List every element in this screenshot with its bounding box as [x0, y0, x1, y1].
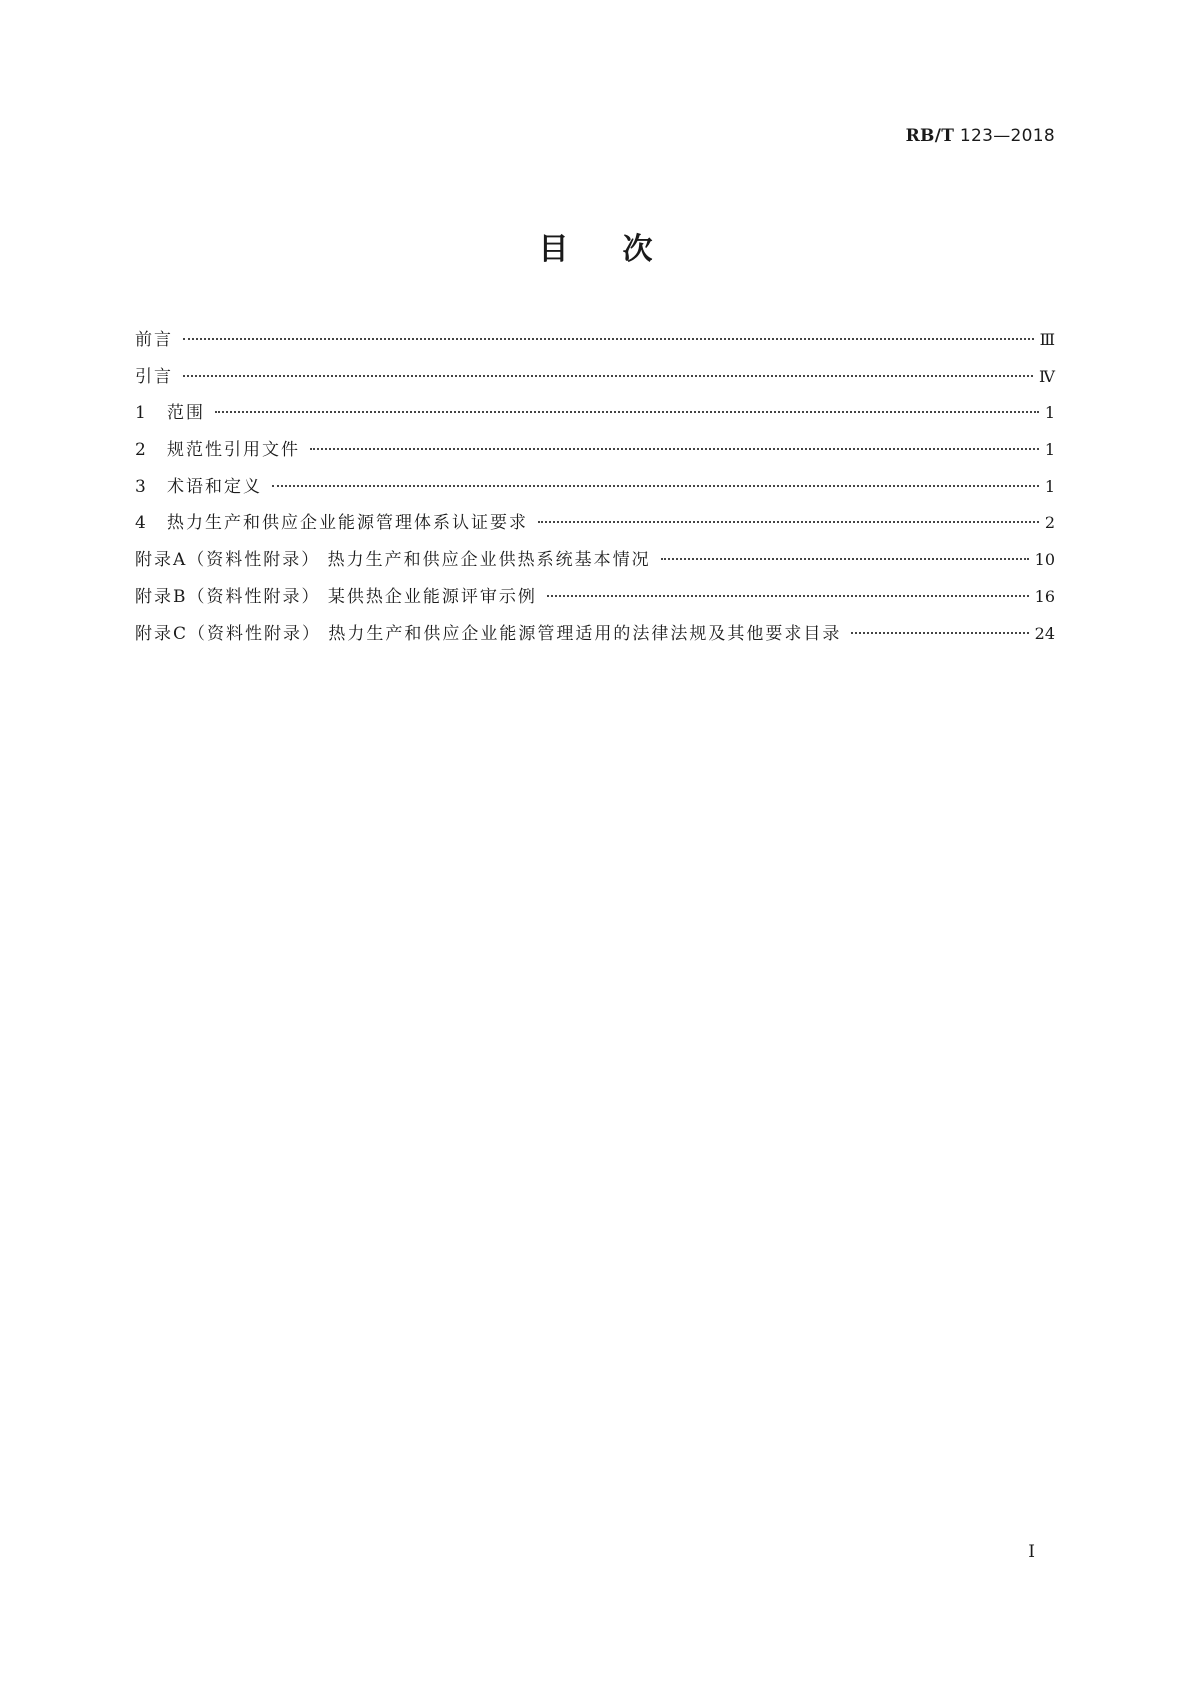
toc-entry-label: 引言 — [135, 366, 173, 387]
toc-page-number: 16 — [1034, 586, 1055, 606]
toc-page-number: Ⅲ — [1039, 330, 1055, 349]
toc-entry-label: 术语和定义 — [167, 476, 262, 497]
standard-code-number: 123—2018 — [959, 126, 1055, 146]
toc-entry-label: 范围 — [167, 403, 205, 424]
toc-entry-label: 热力生产和供应企业能源管理体系认证要求 — [167, 513, 528, 534]
toc-page-number: 24 — [1034, 623, 1055, 643]
toc-entry-appendix-b[interactable] — [135, 579, 1055, 616]
toc-page-number: 1 — [1044, 403, 1055, 423]
toc-page-number: 2 — [1044, 513, 1055, 533]
dot-leader — [272, 485, 1039, 487]
toc-entry-terms-definitions[interactable] — [135, 469, 1055, 506]
toc-entry-label: 规范性引用文件 — [167, 440, 300, 461]
toc-entry-label: 附录A（资料性附录） 热力生产和供应企业供热系统基本情况 — [135, 550, 651, 571]
toc-entry-number: 2 — [135, 440, 146, 461]
toc-entry-number: 3 — [135, 476, 146, 497]
standard-code — [906, 126, 1055, 146]
dot-leader — [661, 558, 1029, 560]
dot-leader — [183, 375, 1033, 377]
toc-entry-label: 附录C（资料性附录） 热力生产和供应企业能源管理适用的法律法规及其他要求目录 — [135, 623, 842, 644]
toc-entry-introduction[interactable] — [135, 359, 1055, 396]
toc-entry-label: 附录B（资料性附录） 某供热企业能源评审示例 — [135, 586, 537, 607]
dot-leader — [547, 595, 1029, 597]
toc-page-number: Ⅳ — [1039, 366, 1055, 386]
dot-leader — [538, 521, 1039, 523]
dot-leader — [310, 448, 1039, 450]
toc-entry-normative-references[interactable] — [135, 432, 1055, 469]
table-of-contents — [135, 322, 1055, 652]
toc-entry-number: 4 — [135, 513, 146, 534]
toc-entry-scope[interactable] — [135, 395, 1055, 432]
dot-leader — [851, 632, 1028, 634]
toc-page-number: 10 — [1034, 550, 1055, 570]
dot-leader — [183, 338, 1034, 340]
page-title: 目次 — [538, 232, 707, 267]
page-number: I — [1028, 1542, 1035, 1562]
dot-leader — [215, 411, 1039, 413]
toc-page-number: 1 — [1044, 476, 1055, 496]
toc-entry-appendix-a[interactable] — [135, 542, 1055, 579]
toc-entry-appendix-c[interactable] — [135, 616, 1055, 653]
toc-entry-foreword[interactable] — [135, 322, 1055, 359]
standard-code-prefix: RB/T — [905, 126, 955, 146]
toc-entry-label: 前言 — [135, 330, 173, 350]
toc-entry-number: 1 — [135, 403, 146, 424]
toc-page-number: 1 — [1044, 440, 1055, 460]
toc-entry-certification-requirements[interactable] — [135, 505, 1055, 542]
